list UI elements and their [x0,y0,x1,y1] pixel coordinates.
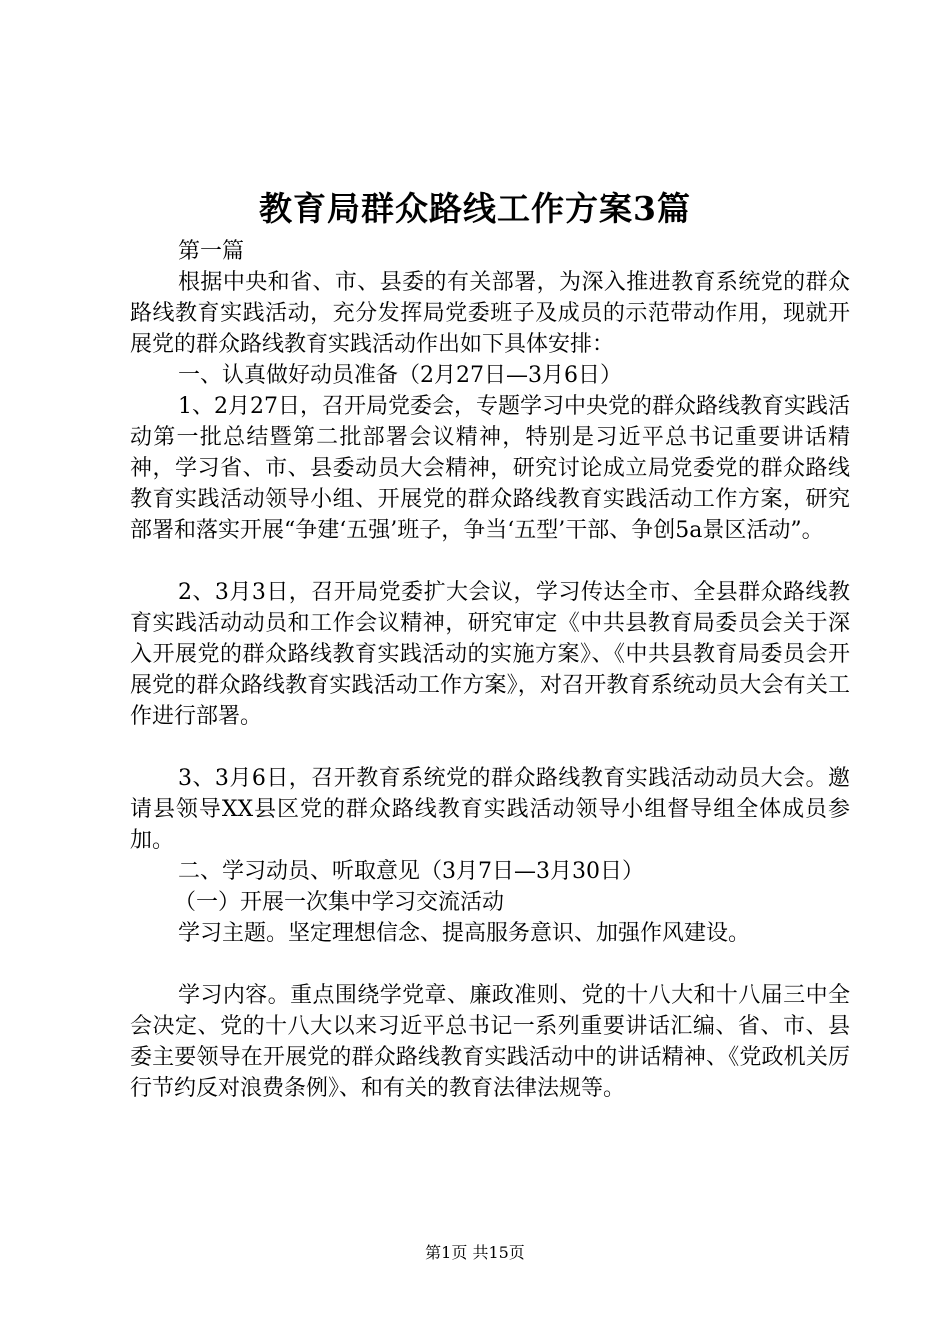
document-body [130,236,850,1104]
paragraph-item-3: 3、3月6日，召开教育系统党的群众路线教育实践活动动员大会。邀请县领导XX县区党的群众路线教育实践活动领导小组督导组全体成员参加。 [130,766,850,853]
subsection-heading: （一）开展一次集中学习交流活动 [174,890,505,915]
intro-paragraph: 根据中央和省、市、县委的有关部署，为深入推进教育系统党的群众路线教育实践活动，充分发挥局党委班子及成员的示范带动作用，现就开展党的群众路线教育实践活动作出如下具体安排： [130,270,850,357]
study-theme-paragraph: 学习主题。坚定理想信念、提高服务意识、加强作风建设。 [178,921,751,946]
document-title: 教育局群众路线工作方案3篇 [259,189,691,228]
paragraph-item-1: 1、2月27日，召开局党委会，专题学习中央党的群众路线教育实践活动第一批总结暨第二批部署会议精神，特别是习近平总书记重要讲话精神，学习省、市、县委动员大会精神，研究讨论成立局党委党的群众路线教育实践活动领导小组、开展党的群众路线教育实践活动工作方案，研究部署和落实开展“争建‘五强’班子，争当‘五型’干部、争创5a景区活动”。 [130,394,850,543]
page-footer: 第1页 共15页 [425,1243,525,1262]
section-heading-part-one: 第一篇 [178,239,245,264]
section-heading-mobilization: 一、认真做好动员准备（2月27日—3月6日） [178,363,622,388]
section-heading-study: 二、学习动员、听取意见（3月7日—3月30日） [178,859,644,884]
paragraph-item-2: 2、3月3日，召开局党委扩大会议，学习传达全市、全县群众路线教育实践活动动员和工作会议精神，研究审定《中共县教育局委员会关于深入开展党的群众路线教育实践活动的实施方案》、《中共县教育局委员会开展党的群众路线教育实践活动工作方案》，对召开教育系统动员大会有关工作进行部署。 [130,580,850,729]
study-content-paragraph: 学习内容。重点围绕学党章、廉政准则、党的十八大和十八届三中全会决定、党的十八大以来习近平总书记一系列重要讲话汇编、省、市、县委主要领导在开展党的群众路线教育实践活动中的讲话精神、《党政机关厉行节约反对浪费条例》、和有关的教育法律法规等。 [130,983,850,1101]
